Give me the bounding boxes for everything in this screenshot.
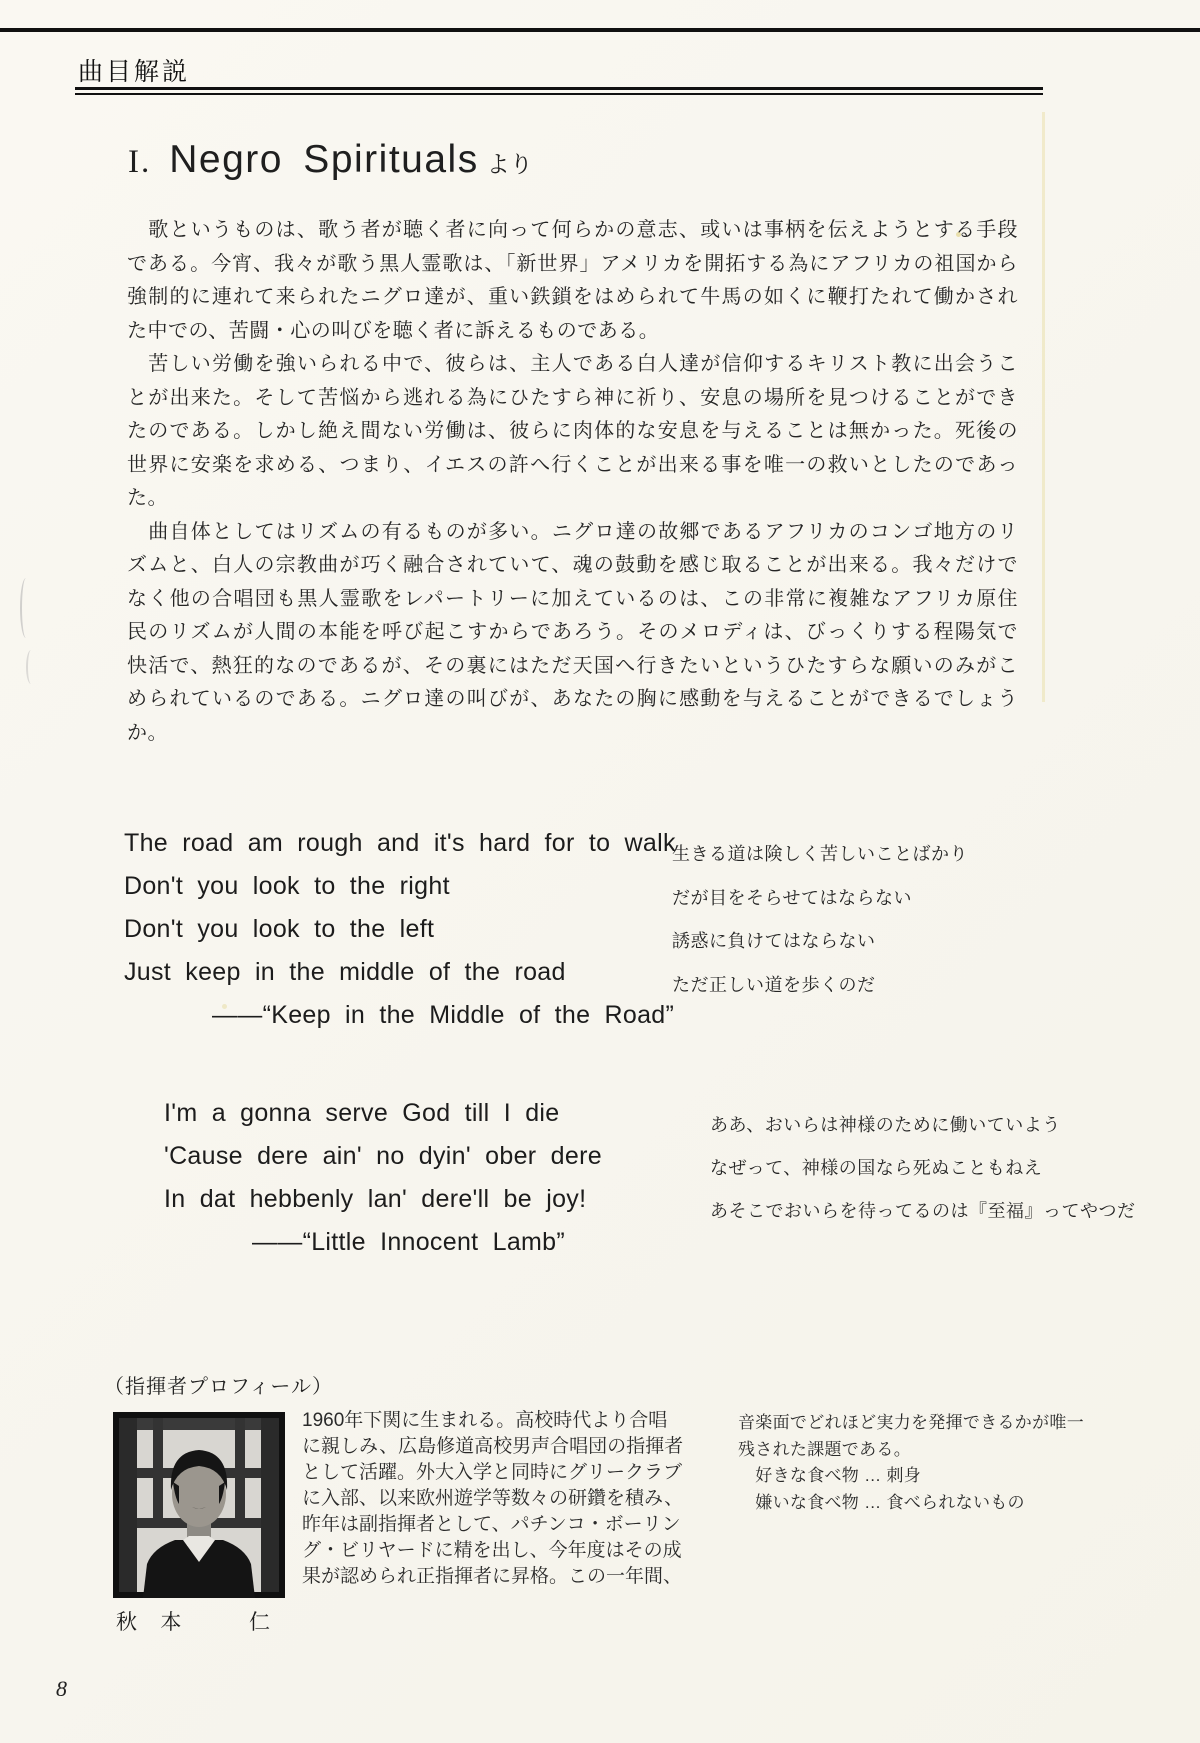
notes-line: た中での、苦闘・心の叫びを聴く者に訴えるものである。 (127, 319, 660, 342)
conductor-photo (113, 1412, 285, 1598)
lyric-translation-line: 誘惑に負けてはならない (672, 931, 876, 951)
notes-line: 苦しい労働を強いられる中で、彼らは、主人である白人達が信仰するキリスト教に出会うこ (127, 353, 1018, 375)
lyrics-english-1 (124, 822, 676, 1037)
notes-line: 世界に安楽を求める、つまり、イエスの許へ行くことが出来る事を唯一の救いとしたのであっ (127, 453, 1018, 476)
lyrics-japanese-2 (710, 1104, 1136, 1233)
program-notes (127, 214, 1018, 750)
bio-line: 果が認められ正指揮者に昇格。この一年間、 (302, 1566, 683, 1587)
lyric-translation-line: 生きる道は険しく苦しいことばかり (672, 844, 968, 864)
notes-line: か。 (127, 721, 168, 744)
conductor-bio (302, 1408, 704, 1590)
bio-line: に入部、以来欧州遊学等数々の研鑽を積み、 (302, 1488, 684, 1509)
scan-artifact (1042, 112, 1045, 702)
lyric-translation-line: だが目をそらせてはならない (672, 887, 912, 908)
bio-line: として活躍。外大入学と同時にグリークラブ (302, 1462, 683, 1483)
bio-line: 音楽面でどれほど実力を発揮できるかが唯一 (738, 1413, 1084, 1432)
bio-line: に親しみ、広島修道高校男声合唱団の指揮者 (302, 1436, 684, 1457)
lyric-line: In dat hebbenly lan' dere'll be joy! (164, 1185, 587, 1213)
lyric-translation-line: あそこでおいらを待ってるのは『至福』ってやつだ (710, 1201, 1136, 1221)
conductor-bio-continued (738, 1410, 1123, 1516)
lyric-translation-line: なぜって、神様の国なら死ぬこともねえ (710, 1158, 1043, 1178)
header-rule-thick (75, 87, 1043, 90)
scan-artifact (20, 578, 32, 638)
bio-line: 昨年は副指揮者として、パチンコ・ボーリン (302, 1514, 681, 1535)
scan-artifact (956, 232, 961, 237)
notes-line: である。今宵、我々が歌う黒人霊歌は、「新世界」アメリカを開拓する為にアフリカの祖国から (127, 252, 1018, 275)
song-attribution: ——“Little Innocent Lamb” (252, 1228, 565, 1256)
conductor-name: 秋本 仁 (116, 1611, 270, 1634)
page-header: 曲目解説 (78, 58, 191, 86)
notes-line: められているのである。ニグロ達の叫びが、あなたの胸に感動を与えることができるでしょう (127, 688, 1018, 710)
section-title-suffix: より (486, 151, 533, 177)
notes-line: なく他の合唱団も黒人霊歌をレパートリーに加えているのは、この非常に複雑なアフリカ原住 (127, 587, 1018, 610)
bio-line: 嫌いな食べ物 … 食べられないもの (738, 1492, 1025, 1512)
lyric-line: The road am rough and it's hard for to walk (124, 829, 676, 857)
lyric-translation-line: ただ正しい道を歩くのだ (672, 974, 876, 995)
section-title (128, 138, 533, 182)
song-attribution: ——“Keep in the Middle of the Road” (212, 1001, 675, 1029)
bio-line: 残された課題である。 (738, 1439, 911, 1459)
bio-line: 好きな食べ物 … 刺身 (738, 1466, 922, 1485)
lyrics-japanese-1 (672, 833, 968, 1007)
bio-line: 1960年下関に生まれる。高校時代より合唱 (302, 1410, 668, 1431)
bio-line: グ・ビリヤードに精を出し、今年度はその成 (302, 1540, 682, 1561)
scan-artifact (26, 650, 36, 684)
notes-line: たのである。しかし絶え間ない労働は、彼らに肉体的な安息を与えることは無かった。死後の (127, 420, 1018, 442)
notes-line: とが出来た。そして苦悩から逃れる為にひたすら神に祈り、安息の場所を見つけることができ (127, 386, 1018, 409)
lyric-line: Don't you look to the right (124, 872, 450, 900)
section-numeral: I. (128, 144, 152, 180)
scan-artifact (222, 1004, 227, 1009)
notes-line: ズムと、白人の宗教曲が巧く融合されていて、魂の鼓動を感じ取ることが出来る。我々だけで (127, 554, 1018, 576)
lyric-line: I'm a gonna serve God till I die (164, 1099, 560, 1127)
notes-line: 民のリズムが人間の本能を呼び起こすからであろう。そのメロディは、びっくりする程陽気で (127, 621, 1018, 643)
notes-line: た。 (127, 487, 168, 509)
lyric-line: Don't you look to the left (124, 915, 435, 943)
lyric-line: 'Cause dere ain' no dyin' ober dere (164, 1142, 602, 1170)
notes-line: 歌というものは、歌う者が聴く者に向って何らかの意志、或いは事柄を伝えようとする手段 (127, 219, 1018, 241)
notes-line: 曲自体としてはリズムの有るものが多い。ニグロ達の故郷であるアフリカのコンゴ地方のリ (127, 520, 1018, 543)
conductor-photo-image (113, 1412, 285, 1598)
lyric-line: Just keep in the middle of the road (124, 958, 566, 986)
section-title-text: Negro Spirituals (169, 138, 479, 181)
notes-line: 快活で、熱狂的なのであるが、その裏にはただ天国へ行きたいというひたすらな願いのみがこ (127, 654, 1018, 677)
header-rule-thin (75, 93, 1043, 95)
top-rule (0, 28, 1200, 32)
lyric-translation-line: ああ、おいらは神様のために働いていよう (710, 1115, 1061, 1135)
page-number: 8 (56, 1676, 67, 1701)
notes-line: 強制的に連れて来られたニグロ達が、重い鉄鎖をはめられて牛馬の如くに鞭打たれて働かされ (127, 286, 1018, 308)
conductor-profile-heading: （指揮者プロフィール） (104, 1376, 333, 1398)
lyrics-english-2 (164, 1092, 602, 1264)
